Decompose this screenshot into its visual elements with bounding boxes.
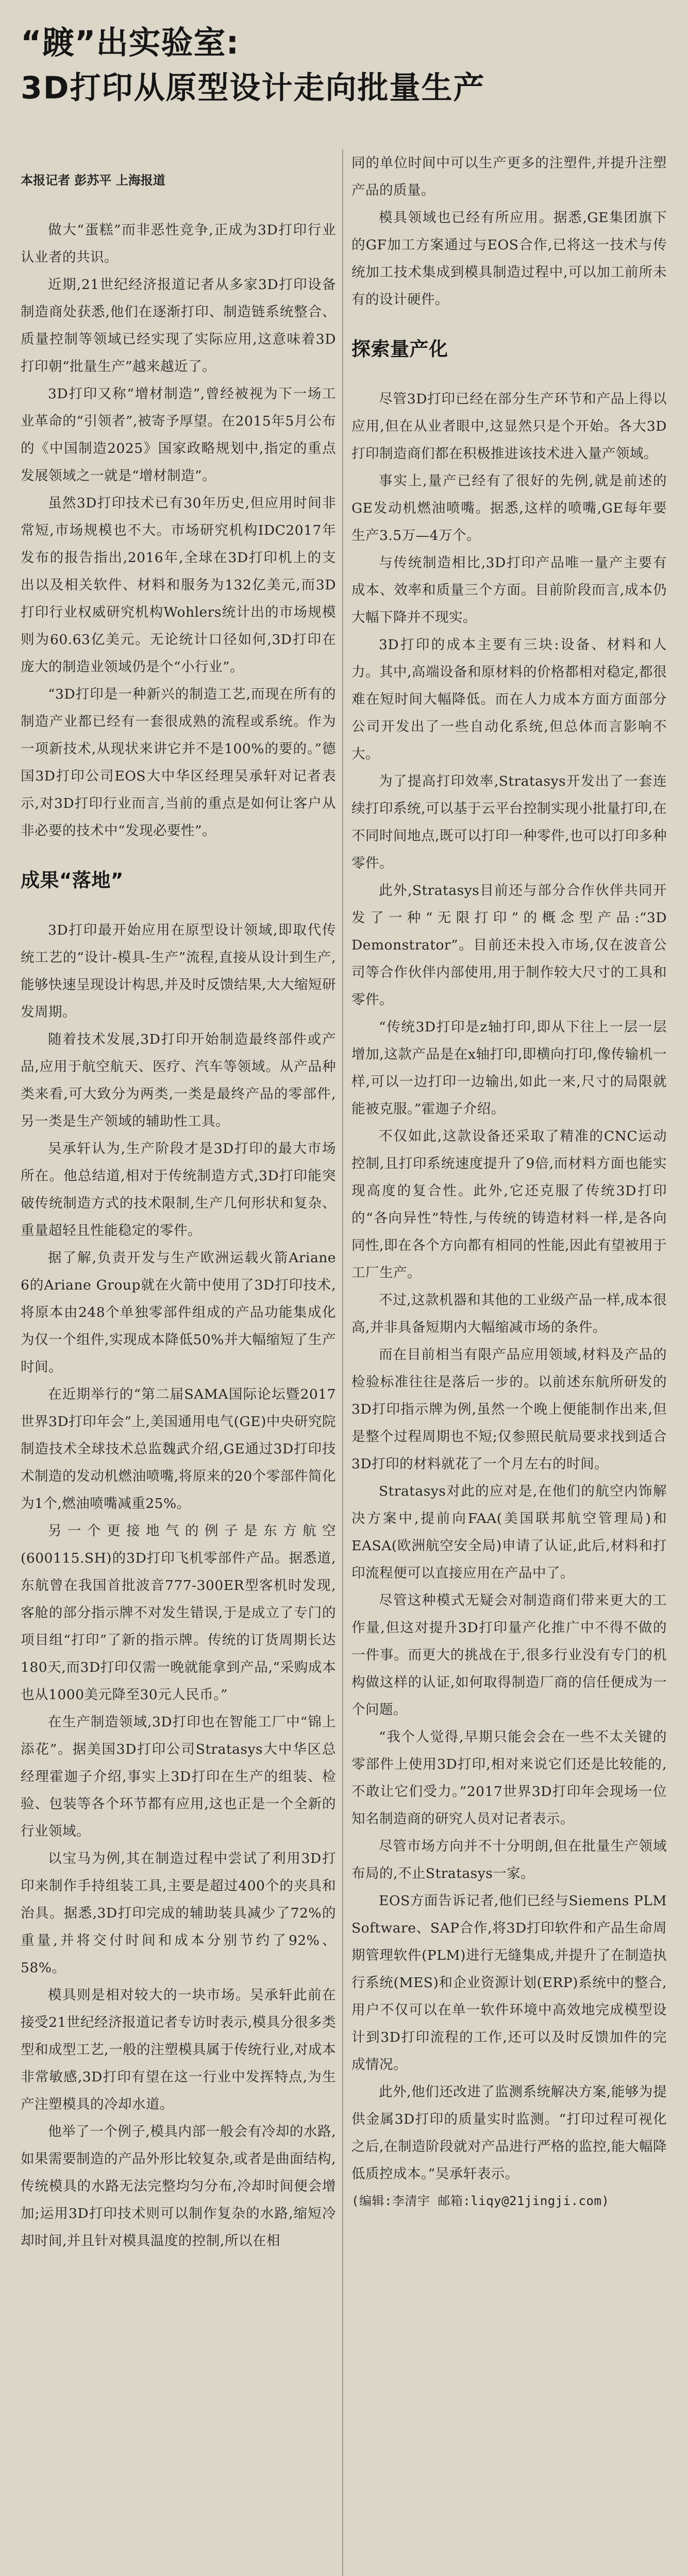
section-heading: 成果“落地” bbox=[21, 869, 124, 891]
paragraph: Stratasys对此的应对是,在他们的航空内饰解决方案中,提前向FAA(美国联邦航空管理局)和EASA(欧洲航空安全局)申请了认证,此后,材料和打印流程便可以直接应用在产品中了。 bbox=[351, 1483, 667, 1581]
paragraph: “传统3D打印是z轴打印,即从下往上一层一层增加,这款产品是在x轴打印,即横向打印,像传输机一样,可以一边打印一边输出,如此一来,尺寸的局限就能被克服。”霍迦子介绍。 bbox=[351, 1019, 667, 1117]
paragraph: 不过,这款机器和其他的工业级产品一样,成本很高,并非具备短期内大幅缩减市场的条件。 bbox=[351, 1292, 667, 1335]
paragraph: 而在目前相当有限产品应用领域,材料及产品的检验标准往往是落后一步的。以前述东航所研发的3D打印指示牌为例,虽然一个晚上便能制作出来,但是整个过程周期也不短;仅参照民航局要求找到适合3D打印的材料就花了一个月左右的时间。 bbox=[351, 1347, 667, 1472]
paragraph: 同的单位时间中可以生产更多的注塑件,并提升注塑产品的质量。 bbox=[351, 155, 667, 198]
paragraph: 吴承轩认为,生产阶段才是3D打印的最大市场所在。他总结道,相对于传统制造方式,3D打印能突破传统制造方式的技术限制,生产几何形状和复杂、重量超轻且性能稳定的零件。 bbox=[21, 1141, 336, 1239]
paragraph: 近期,21世纪经济报道记者从多家3D打印设备制造商处获悉,他们在逐渐打印、制造链系统整合、质量控制等领域已经实现了实际应用,这意味着3D打印朝“批量生产”越来越近了。 bbox=[21, 277, 336, 375]
paragraph: 另一个更接地气的例子是东方航空(600115.SH)的3D打印飞机零部件产品。据悉道,东航曾在我国首批波音777-300ER型客机时发现,客舱的部分指示牌不对发生错误,于是成立了专门的项目组“打印”了新的指示牌。传统的订货周期长达180天,而3D打印仅需一晚就能拿到产品,“采购成本也从1000美元降至30元人民币。” bbox=[21, 1523, 336, 1703]
paragraph: 与传统制造相比,3D打印产品唯一量产主要有成本、效率和质量三个方面。目前阶段而言,成本仍大幅下降并不现实。 bbox=[351, 555, 667, 625]
paragraph: 3D打印的成本主要有三块:设备、材料和人力。其中,高端设备和原材料的价格都相对稳定,都很难在短时间大幅降低。而在人力成本方面方面部分公司开发出了一些自动化系统,但总体而言影响不大。 bbox=[351, 637, 667, 762]
paragraph: 尽管这种模式无疑会对制造商们带来更大的工作量,但这对提升3D打印量产化推广中不得不做的一件事。而更大的挑战在于,很多行业没有专门的机构做这样的认证,如何取得制造厂商的信任便成为一个问题。 bbox=[351, 1592, 667, 1718]
paragraph: 尽管3D打印已经在部分生产环节和产品上得以应用,但在从业者眼中,这显然只是个开始。各大3D打印制造商们都在积极推进该技术进入量产领域。 bbox=[351, 391, 667, 462]
paragraph: 他举了一个例子,模具内部一般会有冷却的水路,如果需要制造的产品外形比较复杂,或者是曲面结构,传统模具的水路无法完整均匀分布,冷却时间便会增加;运用3D打印技术则可以制作复杂的水路,缩短冷却时间,并且针对模具温度的控制,所以在相 bbox=[21, 2124, 336, 2249]
paragraph: 在生产制造领域,3D打印也在智能工厂中“锦上添花”。据美国3D打印公司Stratasys大中华区总经理霍迦子介绍,事实上3D打印在生产的组装、检验、包装等各个环节都有应用,这也正是一个全新的行业领域。 bbox=[21, 1714, 336, 1839]
byline: 本报记者 彭苏平 上海报道 bbox=[21, 173, 165, 188]
paragraph: “3D打印是一种新兴的制造工艺,而现在所有的制造产业都已经有一套很成熟的流程或系统。作为一项新技术,从现状来讲它并不是100%的要的。”德国3D打印公司EOS大中华区经理吴承轩对记者表示,对3D打印行业而言,当前的重点是如何让客户从非必要的技术中“发现必要性”。 bbox=[21, 686, 336, 839]
paragraph: 此外,他们还改进了监测系统解决方案,能够为提供金属3D打印的质量实时监测。“打印过程可视化之后,在制造阶段就对产品进行严格的监控,能大幅降低质控成本。”吴承轩表示。 bbox=[351, 2084, 667, 2182]
article-column-left bbox=[21, 216, 336, 2255]
paragraph: 为了提高打印效率,Stratasys开发出了一套连续打印系统,可以基于云平台控制实现小批量打印,在不同时间地点,既可以打印一种零件,也可以打印多种零件。 bbox=[351, 773, 667, 871]
paragraph: 3D打印又称“增材制造”,曾经被视为下一场工业革命的“引领者”,被寄予厚望。在2015年5月公布的《中国制造2025》国家政略规划中,指定的重点发展领域之一就是“增材制造”。 bbox=[21, 386, 336, 484]
paragraph: 不仅如此,这款设备还采取了精准的CNC运动控制,且打印系统速度提升了9倍,而材料方面也能实现高度的复合性。此外,它还克服了传统3D打印的“各向异性”特性,与传统的铸造材料一样,是各向同性,即在各个方向都有相同的性能,因此有望被用于工厂生产。 bbox=[351, 1128, 667, 1281]
paragraph: 虽然3D打印技术已有30年历史,但应用时间非常短,市场规模也不大。市场研究机构IDC2017年发布的报告指出,2016年,全球在3D打印机上的支出以及相关软件、材料和服务为132亿美元,而3D打印行业权威研究机构Wohlers统计出的市场规模则为60.63亿美元。无论统计口径如何,3D打印在庞大的制造业领域仍是个“小行业”。 bbox=[21, 495, 336, 675]
paragraph: 模具则是相对较大的一块市场。吴承轩此前在接受21世纪经济报道记者专访时表示,模具分很多类型和成型工艺,一般的注塑模具属于传统行业,对成本非常敏感,3D打印有望在这一行业中发挥特点,为生产注塑模具的冷却水道。 bbox=[21, 1987, 336, 2112]
article-column-right bbox=[351, 149, 667, 2215]
headline-line-2: 3D打印从原型设计走向批量生产 bbox=[21, 70, 485, 106]
paragraph: 模具领域也已经有所应用。据悉,GE集团旗下的GF加工方案通过与EOS合作,已将这一技术与传统加工技术集成到模具制造过程中,可以加工前所未有的设计硬件。 bbox=[351, 210, 667, 308]
editor-signature: (编辑:李清宇 邮箱:liqy@21jingji.com) bbox=[351, 2194, 610, 2208]
paragraph: “我个人觉得,早期只能会会在一些不太关键的零部件上使用3D打印,相对来说它们还是比较能的,不敢让它们受力。”2017世界3D打印年会现场一位知名制造商的研究人员对记者表示。 bbox=[351, 1729, 667, 1827]
paragraph: 以宝马为例,其在制造过程中尝试了利用3D打印来制作手持组装工具,主要是超过400个的夹具和治具。据悉,3D打印完成的辅助装具减少了72%的重量,并将交付时间和成本分别节约了92%、58%。 bbox=[21, 1851, 336, 1976]
paragraph: 此外,Stratasys目前还与部分合作伙伴共同开发了一种“无限打印”的概念型产品:“3D Demonstrator”。目前还未投入市场,仅在波音公司等合作伙伴内部使用,用于制作较大尺寸的工具和零件。 bbox=[351, 883, 667, 1008]
headline-line-1: “踱”出实验室: bbox=[21, 24, 240, 61]
paragraph: 做大“蛋糕”而非恶性竞争,正成为3D打印行业认业者的共识。 bbox=[21, 222, 336, 265]
paragraph: 随着技术发展,3D打印开始制造最终部件或产品,应用于航空航天、医疗、汽车等领域。从产品种类来看,可大致分为两类,一类是最终产品的零部件,另一类是生产领域的辅助性工具。 bbox=[21, 1031, 336, 1129]
paragraph: EOS方面告诉记者,他们已经与Siemens PLM Software、SAP合作,将3D打印软件和产品生命周期管理软件(PLM)进行无缝集成,并提升了在制造执行系统(MES)和企业资源计划(ERP)系统中的整合,用户不仅可以在单一软件环境中高效地完成模型设计到3D打印流程的工作,还可以及时反馈加件的完成情况。 bbox=[351, 1893, 667, 2073]
column-divider bbox=[342, 149, 343, 2576]
paragraph: 据了解,负责开发与生产欧洲运载火箭Ariane 6的Ariane Group就在火箭中使用了3D打印技术,将原本由248个单独零部件组成的产品功能集成化为仅一个组件,实现成本降低50%并大幅缩短了生产时间。 bbox=[21, 1250, 336, 1375]
paragraph: 在近期举行的“第二届SAMA国际论坛暨2017世界3D打印年会”上,美国通用电气(GE)中央研究院制造技术全球技术总监魏武介绍,GE通过3D打印技术制造的发动机燃油喷嘴,将原来的20个零部件简化为1个,燃油喷嘴减重25%。 bbox=[21, 1386, 336, 1512]
paragraph: 事实上,量产已经有了很好的先例,就是前述的GE发动机燃油喷嘴。据悉,这样的喷嘴,GE每年要生产3.5万—4万个。 bbox=[351, 473, 667, 544]
paragraph: 尽管市场方向并不十分明朗,但在批量生产领域布局的,不止Stratasys一家。 bbox=[351, 1838, 667, 1882]
headline bbox=[21, 21, 485, 111]
section-heading: 探索量产化 bbox=[351, 338, 448, 360]
paragraph: 3D打印最开始应用在原型设计领域,即取代传统工艺的“设计-模具-生产”流程,直接从设计到生产,能够快速呈现设计构思,并及时反馈结果,大大缩短研发周期。 bbox=[21, 922, 336, 1020]
